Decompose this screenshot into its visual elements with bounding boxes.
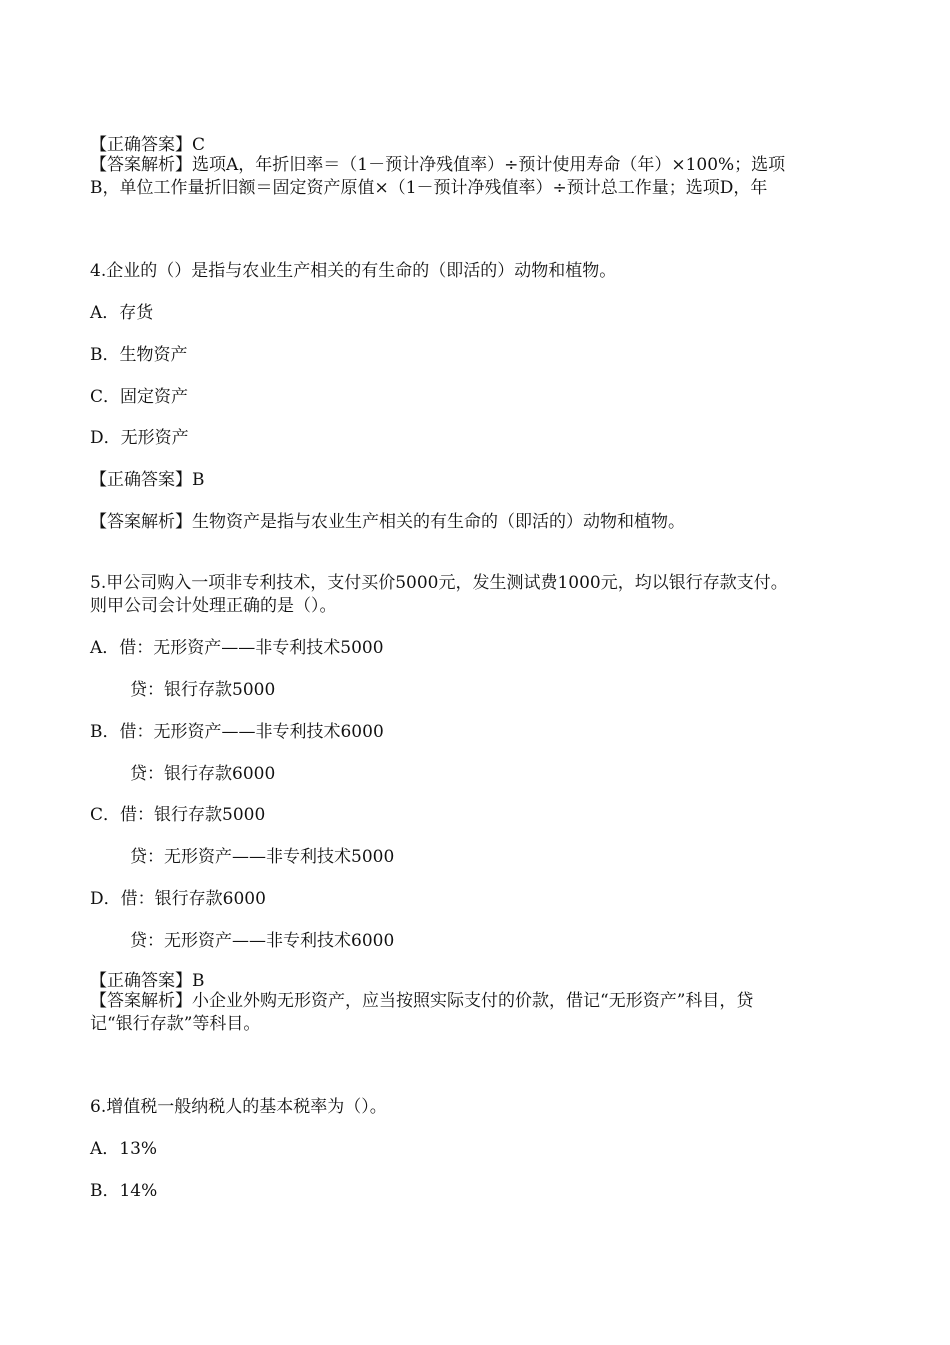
q5-stem-line-1: 5.甲公司购入一项非专利技术，支付买价5000元，发生测试费1000元，均以银行存款支付。 — [90, 573, 788, 593]
q4-option-a: A．存货 — [90, 303, 154, 323]
prev-analysis-line-2: B，单位工作量折旧额＝固定资产原值×（1－预计净残值率）÷预计总工作量；选项D，年 — [90, 178, 768, 198]
q5-analysis-line-1: 【答案解析】小企业外购无形资产，应当按照实际支付的价款，借记“无形资产”科目，贷 — [90, 991, 754, 1011]
q4-option-d: D．无形资产 — [90, 428, 189, 448]
q4-option-b: B．生物资产 — [90, 345, 188, 365]
q4-stem: 4.企业的（）是指与农业生产相关的有生命的（即活的）动物和植物。 — [90, 261, 617, 281]
prev-answer: 【正确答案】C — [90, 135, 206, 155]
q5-option-d-credit: 贷：无形资产——非专利技术6000 — [130, 931, 395, 951]
q5-answer: 【正确答案】B — [90, 971, 205, 991]
prev-analysis-line-1: 【答案解析】选项A，年折旧率＝（1－预计净残值率）÷预计使用寿命（年）×100%；选项 — [90, 155, 786, 175]
q6-option-a: A．13% — [90, 1139, 158, 1159]
q5-option-c-credit: 贷：无形资产——非专利技术5000 — [130, 847, 395, 867]
q5-analysis-line-2: 记“银行存款”等科目。 — [90, 1014, 261, 1034]
q5-option-a-credit: 贷：银行存款5000 — [130, 680, 276, 700]
q5-option-b-debit: B．借：无形资产——非专利技术6000 — [90, 722, 384, 742]
q4-analysis: 【答案解析】生物资产是指与农业生产相关的有生命的（即活的）动物和植物。 — [90, 512, 685, 532]
q5-option-b-credit: 贷：银行存款6000 — [130, 764, 276, 784]
q5-option-d-debit: D．借：银行存款6000 — [90, 889, 266, 909]
q5-option-a-debit: A．借：无形资产——非专利技术5000 — [90, 638, 384, 658]
q4-option-c: C．固定资产 — [90, 387, 189, 407]
q4-answer: 【正确答案】B — [90, 470, 205, 490]
q5-option-c-debit: C．借：银行存款5000 — [90, 805, 266, 825]
q6-option-b: B．14% — [90, 1181, 158, 1201]
q5-stem-line-2: 则甲公司会计处理正确的是（）。 — [90, 596, 337, 616]
q6-stem: 6.增值税一般纳税人的基本税率为（）。 — [90, 1097, 387, 1117]
